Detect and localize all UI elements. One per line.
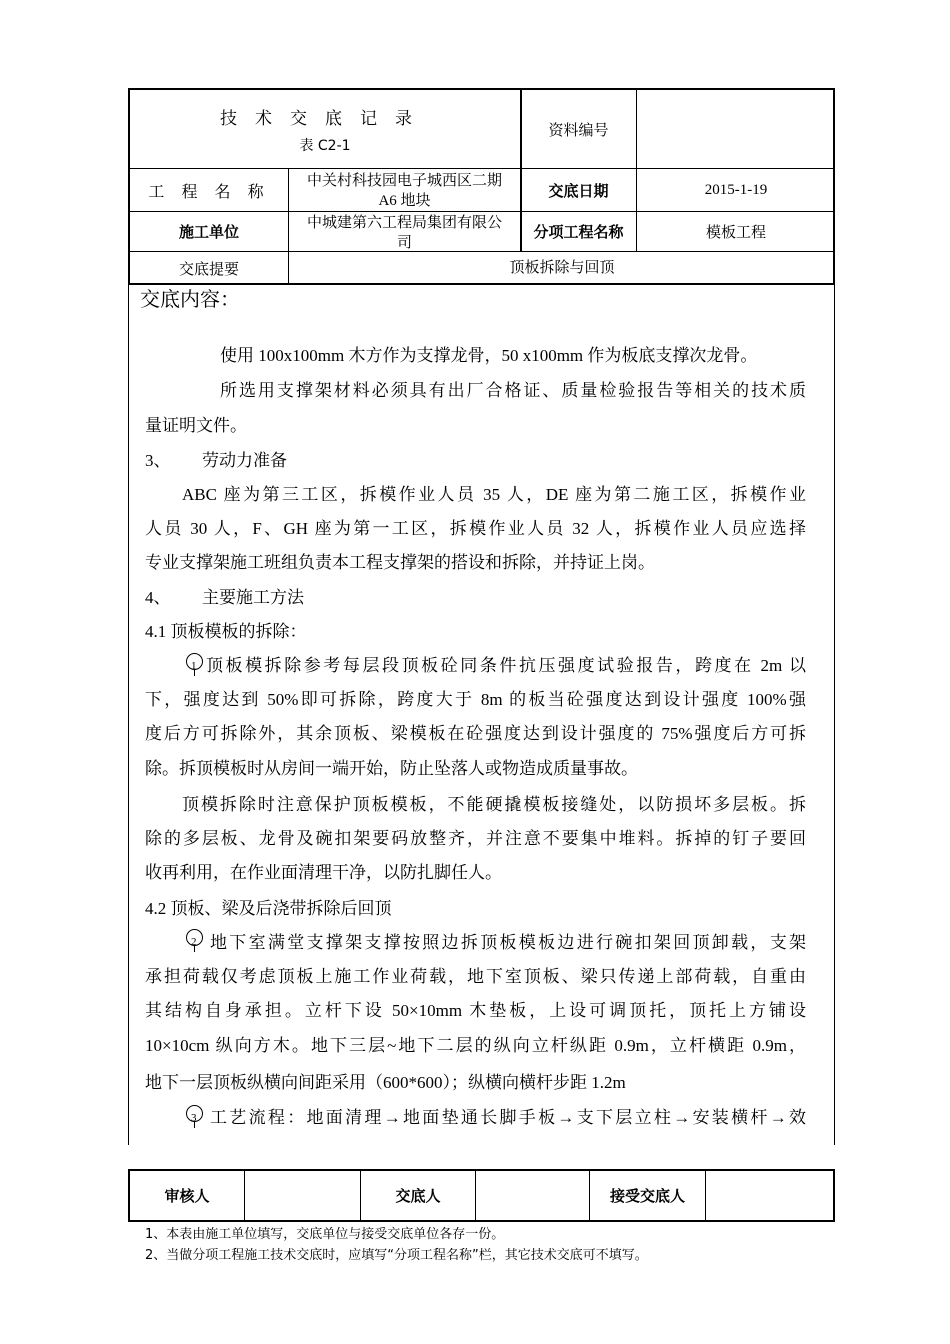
unit-label: 施工单位 [178, 223, 239, 241]
signature-table [128, 1169, 835, 1222]
header-table [128, 88, 835, 285]
content-paragraph: 使用 100x100mm 木方作为支撑龙骨，50 x100mm 作为板底支撑次龙骨。 [220, 346, 758, 365]
circled-number-icon: 2 [186, 929, 203, 946]
project-name-label: 工 程 名 称 [148, 181, 270, 201]
content-paragraph: 收再利用，在作业面清理干净，以防扎脚任人。 [145, 863, 502, 882]
content-paragraph: 其结构自身承担。立杆下设 50×10mm 木垫板，上设可调顶托，顶托上方铺设 [145, 1001, 806, 1020]
section-4-2-title: 4.2 顶板、梁及后浇带拆除后回顶 [145, 899, 392, 918]
content-paragraph: 专业支撑架施工班组负责本工程支撑架的搭设和拆除，并持证上岗。 [145, 553, 655, 572]
summary-label: 交底提要 [178, 260, 239, 278]
sub-project-value[interactable]: 模板工程 [705, 225, 766, 241]
doc-no-value[interactable] [637, 90, 835, 168]
section-4-1-title: 4.1 顶板模板的拆除： [145, 622, 307, 641]
marker-1 [186, 653, 206, 675]
section-3-number: 3、 [145, 451, 171, 470]
project-name-value[interactable] [289, 169, 520, 211]
circled-number-icon: 1 [186, 653, 203, 670]
unit-line2: 司 [396, 235, 412, 251]
receiver-label: 接受交底人 [609, 1187, 685, 1205]
content-heading: 交底内容： [140, 289, 240, 311]
content-paragraph: 人员 30 人，F、GH 座为第一工区，拆模作业人员 32 人，拆模作业人员应选择 [145, 519, 806, 538]
content-paragraph: 除。拆顶模板时从房间一端开始，防止坠落人或物造成质量事故。 [145, 759, 638, 778]
footnote-1: 1、本表由施工单位填写，交底单位与接受交底单位各存一份。 [145, 1227, 505, 1242]
unit-line1: 中城建第六工程局集团有限公 [306, 215, 502, 231]
section-4-number: 4、 [145, 588, 171, 607]
form-number: 表 C2-1 [299, 138, 351, 154]
content-right-border [834, 285, 835, 1145]
reviewer-value[interactable] [245, 1171, 360, 1220]
receiver-value[interactable] [706, 1171, 833, 1220]
marker-3 [186, 1105, 206, 1127]
section-3-title: 劳动力准备 [202, 451, 287, 470]
doc-no-label: 资料编号 [548, 120, 609, 139]
discloser-value[interactable] [476, 1171, 589, 1220]
footnote-2: 2、当做分项工程施工技术交底时，应填写“分项工程名称”栏，其它技术交底可不填写。 [145, 1248, 648, 1263]
sub-project-label: 分项工程名称 [533, 223, 624, 241]
content-paragraph: 工艺流程：地面清理→地面垫通长脚手板→支下层立柱→安装横杆→效 [210, 1108, 806, 1127]
discloser-label: 交底人 [395, 1187, 441, 1205]
marker-2 [186, 929, 206, 951]
content-paragraph: 承担荷载仅考虑顶板上施工作业荷载，地下室顶板、梁只传递上部荷载，自重由 [145, 967, 806, 986]
content-left-border [128, 285, 129, 1145]
content-paragraph: ABC 座为第三工区，拆模作业人员 35 人，DE 座为第二施工区，拆模作业 [182, 485, 806, 504]
reviewer-label: 审核人 [164, 1187, 210, 1205]
content-paragraph: 地下室满堂支撑架支撑按照边拆顶板模板边进行碗扣架回顶卸载，支架 [210, 933, 806, 952]
project-name-line2: A6 地块 [378, 193, 431, 209]
unit-value[interactable] [289, 212, 520, 251]
document-title: 技术交底记录 [220, 109, 430, 128]
content-paragraph: 10×10cm 纵向方木。地下三层~地下二层的纵向立杆纵距 0.9m，立杆横距 0.9m， [145, 1036, 806, 1055]
project-name-line1: 中关村科技园电子城西区二期 [306, 173, 502, 189]
date-value[interactable]: 2015-1-19 [704, 181, 768, 198]
content-paragraph: 地下一层顶板纵横向间距采用（600*600）；纵横向横杆步距 1.2m [145, 1073, 626, 1092]
content-paragraph: 量证明文件。 [145, 416, 247, 435]
content-paragraph: 度后方可拆除外，其余顶板、梁模板在砼强度达到设计强度的 75%强度后方可拆 [145, 724, 806, 743]
date-label: 交底日期 [548, 181, 609, 200]
content-paragraph: 除的多层板、龙骨及碗扣架要码放整齐，并注意不要集中堆料。拆掉的钉子要回 [145, 829, 806, 848]
content-paragraph: 顶模拆除时注意保护顶板模板，不能硬撬模板接缝处，以防损坏多层板。拆 [182, 795, 806, 814]
content-paragraph: 所选用支撑架材料必须具有出厂合格证、质量检验报告等相关的技术质 [220, 381, 806, 400]
circled-number-icon: 3 [186, 1105, 203, 1122]
section-4-title: 主要施工方法 [202, 588, 304, 607]
content-paragraph: 下，强度达到 50%即可拆除，跨度大于 8m 的板当砼强度达到设计强度 100%强 [145, 690, 806, 709]
content-paragraph: 顶板模拆除参考每层段顶板砼同条件抗压强度试验报告，跨度在 2m 以 [206, 656, 806, 675]
summary-value[interactable]: 顶板拆除与回顶 [509, 260, 615, 276]
